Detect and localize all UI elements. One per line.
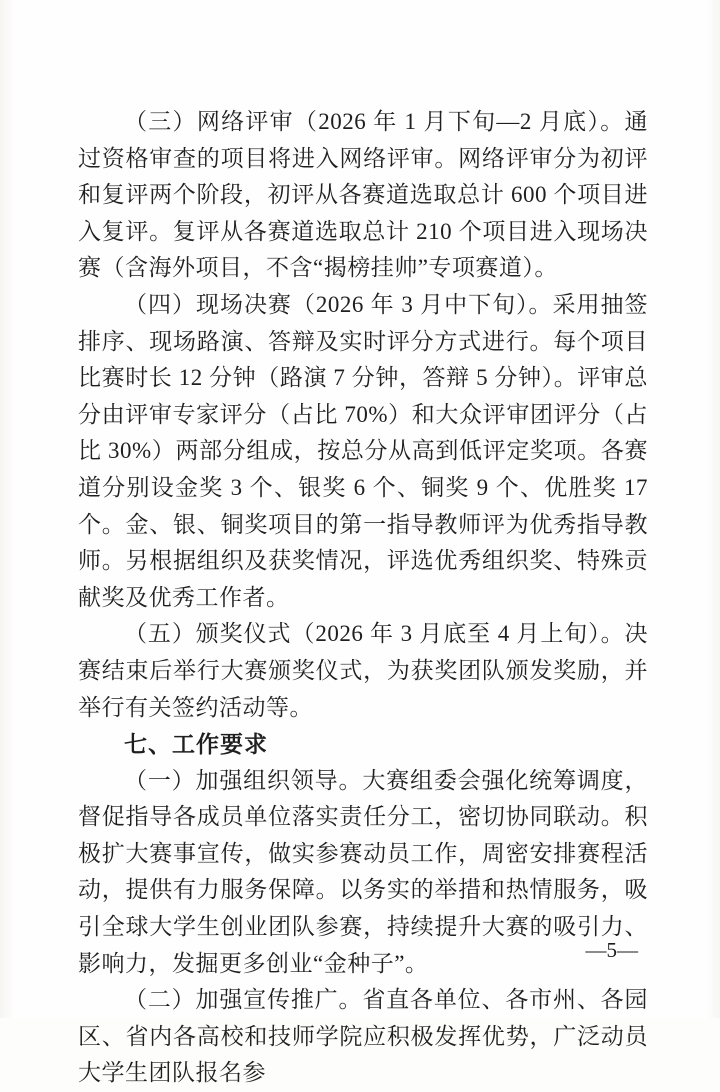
paragraph-strengthen-promotion: （二）加强宣传推广。省直各单位、各市州、各园区、省内各高校和技师学院应积极发挥优势，广泛动员大学生团队报名参 bbox=[78, 987, 648, 1086]
page-number: —5— bbox=[585, 938, 638, 962]
document-body bbox=[78, 104, 648, 1092]
paragraph-onsite-final: （四）现场决赛（2026 年 3 月中下旬）。采用抽签排序、现场路演、答辩及实时评分方式进行。每个项目比赛时长 12 分钟（路演 7 分钟，答辩 5 分钟）。评审总分由评审专家评分（占比 70%）和大众评审团评分（占比 30%）两部分组成，按总分从高到低评定奖项。各赛道分别设金奖 3 个、银奖 6 个、铜奖 9 个、优胜奖 17 个。金、银、铜奖项目的第一指导教师评为优秀指导教师。另根据组织及获奖情况，评选优秀组织奖、特殊贡献奖及优秀工作者。 bbox=[78, 291, 648, 610]
section-heading-work-requirements: 七、工作要求 bbox=[124, 731, 268, 758]
paragraph-network-review: （三）网络评审（2026 年 1 月下旬—2 月底）。通过资格审查的项目将进入网络评审。网络评审分为初评和复评两个阶段，初评从各赛道选取总计 600 个项目进入复评。复评从各赛道选取总计 210 个项目进入现场决赛（含海外项目，不含“揭榜挂帅”专项赛道）。 bbox=[78, 109, 648, 281]
paragraph-strengthen-leadership: （一）加强组织领导。大赛组委会强化统筹调度，督促指导各成员单位落实责任分工，密切协同联动。积极扩大赛事宣传，做实参赛动员工作，周密安排赛程活动，提供有力服务保障。以务实的举措和热情服务，吸引全球大学生创业团队参赛，持续提升大赛的吸引力、影响力，发掘更多创业“金种子”。 bbox=[78, 767, 648, 976]
paragraph-award-ceremony: （五）颁奖仪式（2026 年 3 月底至 4 月上旬）。决赛结束后举行大赛颁奖仪式，为获奖团队颁发奖励，并举行有关签约活动等。 bbox=[78, 621, 648, 720]
